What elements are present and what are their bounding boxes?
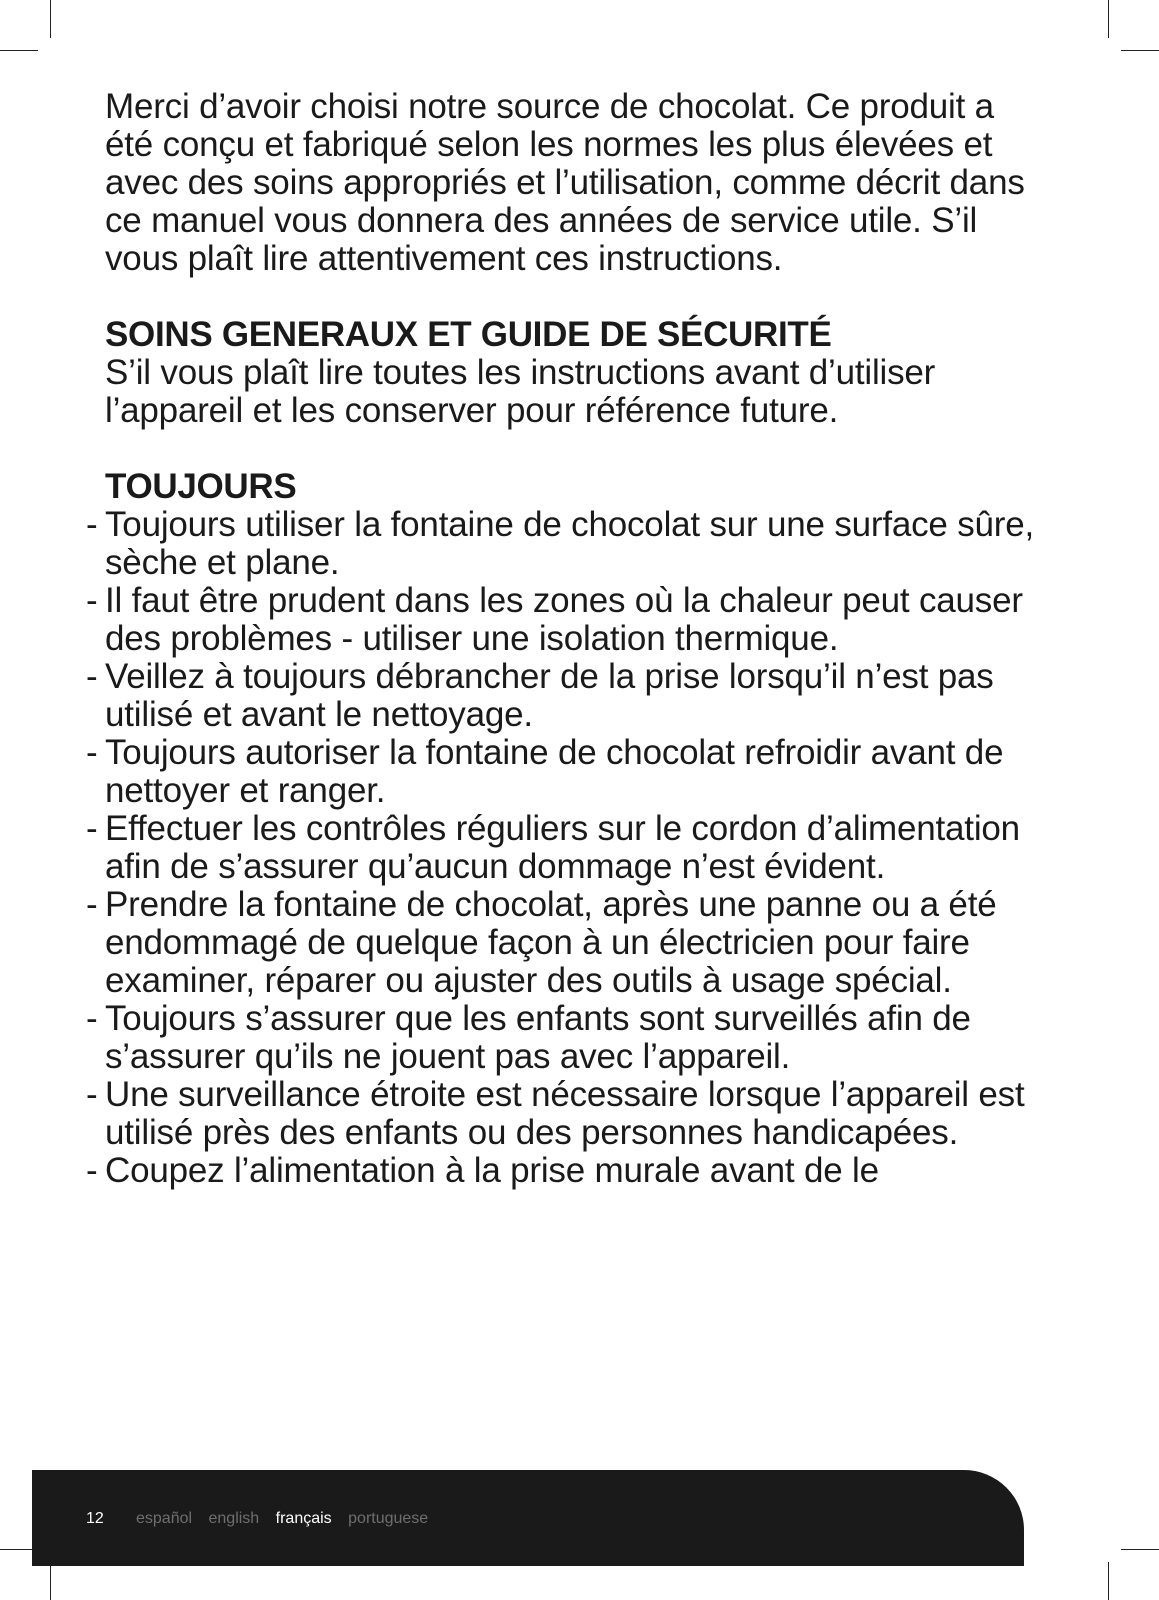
list-item-text: Effectuer les contrôles réguliers sur le cordon d’alimentation afin de s’assurer qu’aucun dommage n’est évident. xyxy=(105,809,1020,886)
language-link-espanol[interactable]: español xyxy=(136,1510,193,1527)
list-item-text: Veillez à toujours débrancher de la prise lorsqu’il n’est pas utilisé et avant le nettoyage. xyxy=(105,657,994,734)
language-link-english[interactable]: english xyxy=(208,1510,260,1527)
crop-mark xyxy=(1108,0,1109,38)
safety-paragraph: S’il vous plaît lire toutes les instructions avant d’utiliser l’appareil et les conserver pour référence future. xyxy=(105,353,936,430)
list-item-text: Toujours s’assurer que les enfants sont surveillés afin de s’assurer qu’ils ne jouent pas avec l’appareil. xyxy=(105,999,971,1076)
list-item xyxy=(86,658,1046,734)
page-footer xyxy=(32,1470,1024,1566)
list-dash: - xyxy=(86,1151,98,1190)
list-item xyxy=(86,810,1046,886)
language-link-portuguese[interactable]: portuguese xyxy=(348,1510,429,1527)
list-item xyxy=(86,506,1046,582)
list-item-text: Une surveillance étroite est nécessaire lorsque l’appareil est utilisé près des enfants ou des personnes handicapées. xyxy=(105,1075,1025,1152)
list-item xyxy=(86,1076,1046,1152)
always-list xyxy=(0,506,1046,1190)
list-item-text: Il faut être prudent dans les zones où la chaleur peut causer des problèmes - utiliser une isolation thermique. xyxy=(105,581,1023,658)
page-number: 12 xyxy=(86,1510,104,1527)
list-item xyxy=(86,734,1046,810)
list-dash: - xyxy=(86,1075,98,1114)
crop-mark xyxy=(1121,1549,1159,1550)
page-content xyxy=(0,88,1159,1190)
list-dash: - xyxy=(86,505,98,544)
crop-mark xyxy=(1121,50,1159,51)
list-item xyxy=(86,1152,1046,1190)
list-item-text: Toujours utiliser la fontaine de chocolat sur une surface sûre, sèche et plane. xyxy=(105,505,1035,582)
crop-mark xyxy=(50,0,51,38)
list-item xyxy=(86,1000,1046,1076)
language-link-francais[interactable]: français xyxy=(275,1510,332,1527)
list-dash: - xyxy=(86,809,98,848)
crop-mark xyxy=(1108,1562,1109,1600)
list-item-text: Prendre la fontaine de chocolat, après une panne ou a été endommagé de quelque façon à un électricien pour faire examiner, réparer ou ajuster des outils à usage spécial. xyxy=(105,885,997,1000)
crop-mark xyxy=(50,1562,51,1600)
list-item xyxy=(86,886,1046,1000)
list-item-text: Coupez l’alimentation à la prise murale avant de le xyxy=(105,1151,879,1190)
list-dash: - xyxy=(86,657,98,696)
crop-mark xyxy=(0,50,38,51)
list-item-text: Toujours autoriser la fontaine de chocolat refroidir avant de nettoyer et ranger. xyxy=(105,733,1004,810)
safety-heading: SOINS GENERAUX ET GUIDE DE SÉCURITÉ xyxy=(105,315,832,354)
list-dash: - xyxy=(86,581,98,620)
list-dash: - xyxy=(86,733,98,772)
always-heading: TOUJOURS xyxy=(105,467,297,506)
language-nav xyxy=(136,1510,440,1528)
intro-paragraph: Merci d’avoir choisi notre source de chocolat. Ce produit a été conçu et fabriqué selon les normes les plus élevées et avec des soins appropriés et l’utilisation, comme décrit dans ce manuel vous donnera des années de service utile. S’il vous plaît lire attentivement ces instructions. xyxy=(105,87,1025,278)
list-dash: - xyxy=(86,999,98,1038)
list-item xyxy=(86,582,1046,658)
list-dash: - xyxy=(86,885,98,924)
